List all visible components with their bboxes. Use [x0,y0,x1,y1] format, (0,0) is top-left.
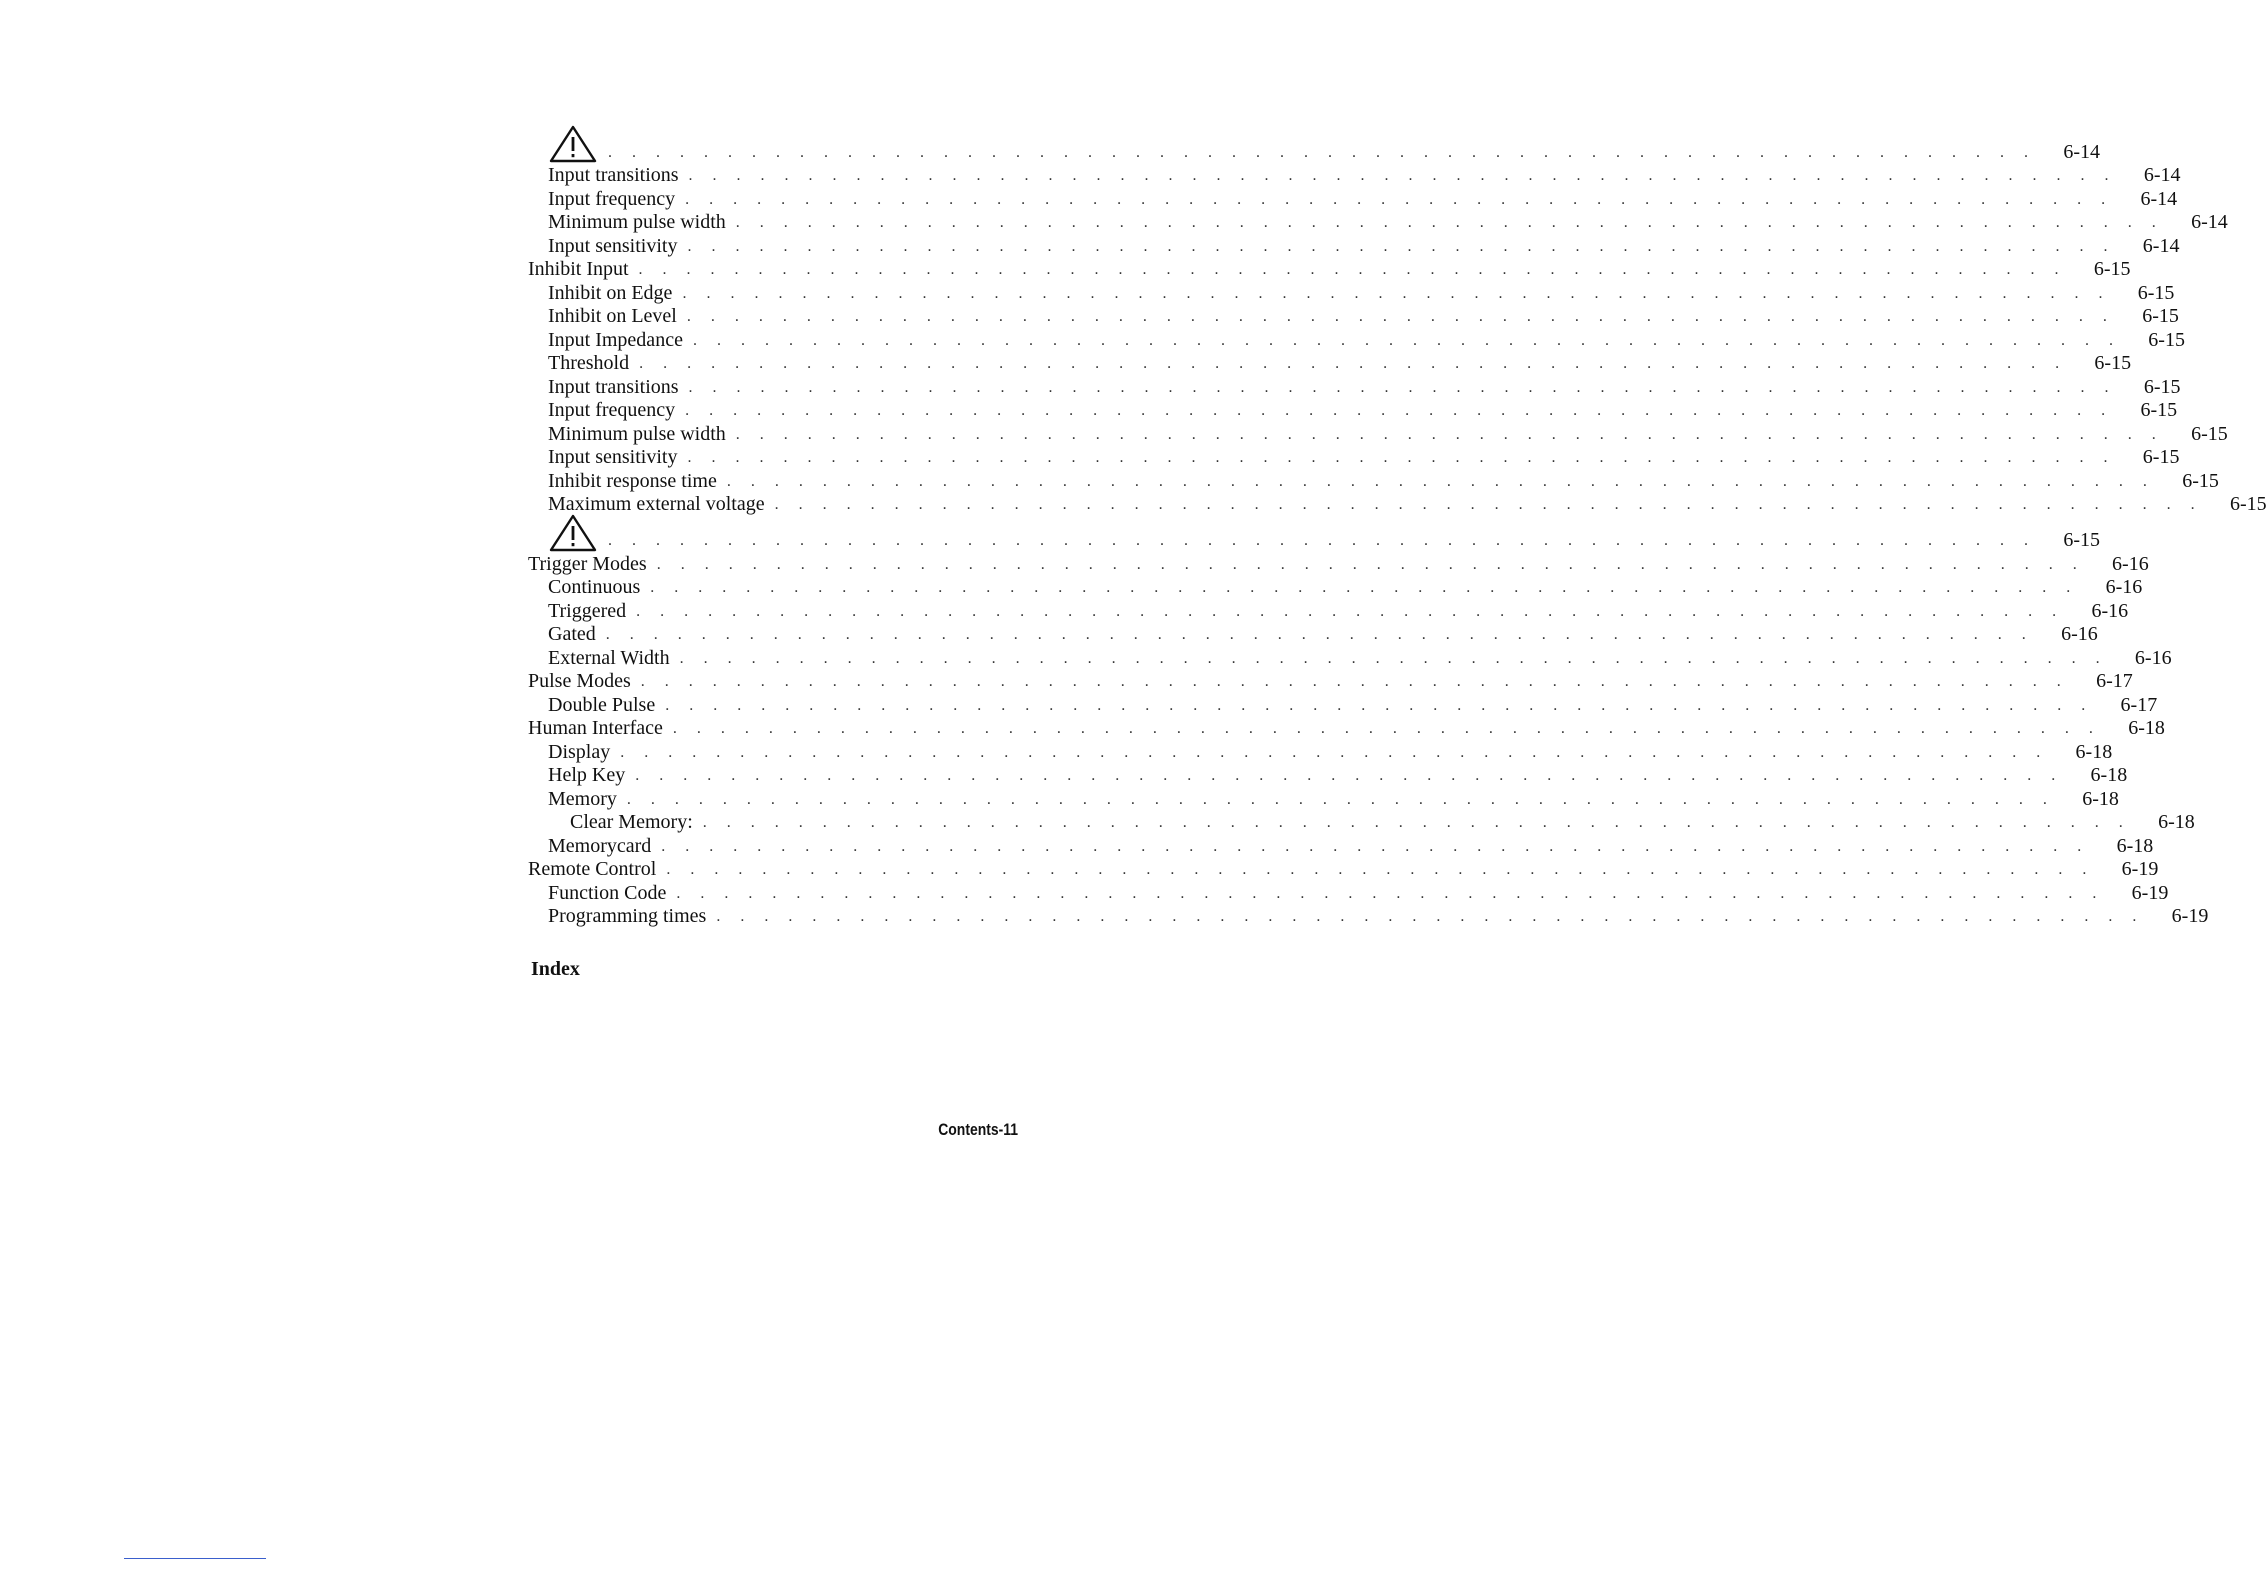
toc-entry[interactable] [528,905,2209,929]
toc-entry-label: Remote Control [528,858,657,880]
toc-entry-page: 6-16 [2105,576,2143,598]
dot-leader: . . . . . . . . . . . . . . . . . . . . . . . . . . . . . . . . . . . . . . . . . . . . . . . . . . . . . . . . . . . . [679,649,2108,667]
toc-entry-label: Minimum pulse width [548,422,726,445]
dot-leader: . . . . . . . . . . . . . . . . . . . . . . . . . . . . . . . . . . . . . . . . . . . . . . . . . . . . . . . . . . . . [605,626,2034,643]
toc-entry-label: Threshold [548,352,630,374]
toc-entry-label: Memory [548,787,617,810]
toc-entry-label: Inhibit on Edge [548,281,673,304]
toc-entry[interactable] [528,469,2219,494]
toc-entry[interactable] [528,517,2100,553]
toc-entry-page: 6-15 [2063,529,2100,551]
toc-entry-page: 6-14 [2191,211,2228,233]
toc-entry-page: 6-17 [2096,670,2133,692]
dot-leader: . . . . . . . . . . . . . . . . . . . . . . . . . . . . . . . . . . . . . . . . . . . . . . . . . . . . . . . . . . . . [774,496,2203,513]
dot-leader: . . . . . . . . . . . . . . . . . . . . . . . . . . . . . . . . . . . . . . . . . . . . . . . . . . . . . . . . . . . . [635,767,2064,784]
toc-entry-label: Memorycard [548,834,652,857]
toc-entry-page: 6-14 [2140,187,2178,210]
dot-leader: . . . . . . . . . . . . . . . . . . . . . . . . . . . . . . . . . . . . . . . . . . . . . . . . . . . . . . . . . . . . [638,261,2067,278]
toc-entry-label: Trigger Modes [528,552,647,575]
toc-entry[interactable] [528,670,2133,694]
dot-leader: . . . . . . . . . . . . . . . . . . . . . . . . . . . . . . . . . . . . . . . . . . . . . . . . . . . . . . . . . . . . [650,579,2079,596]
warning-triangle-icon [548,513,598,553]
toc-entry-label: Clear Memory: [570,811,693,833]
dot-leader: . . . . . . . . . . . . . . . . . . . . . . . . . . . . . . . . . . . . . . . . . . . . . . . . . . . . . . . . . . . . [726,472,2155,490]
toc-entry-page: 6-18 [2158,811,2195,833]
toc-entry-label: Triggered [548,599,627,622]
toc-entry-label: Continuous [548,576,641,598]
dot-leader: . . . . . . . . . . . . . . . . . . . . . . . . . . . . . . . . . . . . . . . . . . . . . . . . . . . . . . . . . . . . [687,237,2116,255]
toc-entry[interactable] [528,646,2172,671]
dot-leader: . . . . . . . . . . . . . . . . . . . . . . . . . . . . . . . . . . . . . . . . . . . . . . . . . . . . . . . . . . . . [608,532,2036,549]
toc-entry-page: 6-15 [2191,422,2228,445]
dot-leader: . . . . . . . . . . . . . . . . . . . . . . . . . . . . . . . . . . . . . . . . . . . . . . . . . . . . . . . . . . . . [672,720,2101,737]
dot-leader: . . . . . . . . . . . . . . . . . . . . . . . . . . . . . . . . . . . . . . . . . . . . . . . . . . . . . . . . . . . . [685,402,2114,419]
toc-entry-label: Input frequency [548,187,676,210]
page-number-footer: Contents-11 [938,1120,1018,1139]
toc-entry-page: 6-14 [2142,234,2180,257]
toc-entry-page: 6-16 [2134,646,2172,669]
dot-leader: . . . . . . . . . . . . . . . . . . . . . . . . . . . . . . . . . . . . . . . . . . . . . . . . . . . . . . . . . . . . [702,814,2131,831]
toc-entry-page: 6-19 [2121,858,2159,880]
toc-entry-page: 6-15 [2142,305,2179,327]
toc-entry-page: 6-15 [2094,352,2132,374]
toc-entry-page: 6-18 [2075,740,2113,763]
dot-leader: . . . . . . . . . . . . . . . . . . . . . . . . . . . . . . . . . . . . . . . . . . . . . . . . . . . . . . . . . . . . [735,425,2164,443]
table-of-contents [528,128,2267,929]
toc-entry[interactable] [528,493,2267,517]
dot-leader: . . . . . . . . . . . . . . . . . . . . . . . . . . . . . . . . . . . . . . . . . . . . . . . . . . . . . . . . . . . . [716,908,2145,925]
toc-entry-label: Maximum external voltage [548,493,765,515]
dot-leader: . . . . . . . . . . . . . . . . . . . . . . . . . . . . . . . . . . . . . . . . . . . . . . . . . . . . . . . . . . . . [692,331,2121,349]
toc-entry[interactable] [528,576,2143,600]
toc-entry[interactable] [528,375,2181,400]
toc-entry-page: 6-15 [2140,399,2178,421]
toc-entry-page: 6-18 [2082,787,2119,810]
toc-entry-page: 6-15 [2182,469,2219,492]
dot-leader: . . . . . . . . . . . . . . . . . . . . . . . . . . . . . . . . . . . . . . . . . . . . . . . . . . . . . . . . . . . . [682,284,2111,302]
toc-entry[interactable] [528,740,2113,765]
toc-entry-label: Input transitions [548,164,679,186]
toc-entry-page: 6-18 [2128,717,2165,739]
toc-entry[interactable] [528,258,2131,282]
toc-entry[interactable] [528,187,2178,212]
toc-entry-label: Gated [548,623,596,645]
toc-entry-label: Double Pulse [548,693,656,716]
toc-entry-page: 6-15 [2142,446,2180,468]
toc-entry[interactable] [528,552,2149,577]
dot-leader: . . . . . . . . . . . . . . . . . . . . . . . . . . . . . . . . . . . . . . . . . . . . . . . . . . . . . . . . . . . . [640,673,2069,690]
toc-entry[interactable] [528,693,2158,718]
toc-entry[interactable] [528,211,2228,235]
toc-entry[interactable] [528,446,2180,470]
toc-entry-label: Programming times [548,905,707,927]
toc-entry-page: 6-16 [2061,623,2098,645]
index-heading[interactable]: Index [531,958,580,980]
dot-leader: . . . . . . . . . . . . . . . . . . . . . . . . . . . . . . . . . . . . . . . . . . . . . . . . . . . . . . . . . . . . [686,308,2115,325]
toc-entry-page: 6-18 [2116,834,2154,857]
footnote-rule [124,1558,266,1559]
dot-leader: . . . . . . . . . . . . . . . . . . . . . . . . . . . . . . . . . . . . . . . . . . . . . . . . . . . . . . . . . . . . [685,190,2114,208]
dot-leader: . . . . . . . . . . . . . . . . . . . . . . . . . . . . . . . . . . . . . . . . . . . . . . . . . . . . . . . . . . . . [688,378,2117,396]
toc-entry-label: Input sensitivity [548,234,678,257]
dot-leader: . . . . . . . . . . . . . . . . . . . . . . . . . . . . . . . . . . . . . . . . . . . . . . . . . . . . . . . . . . . . [620,743,2049,761]
toc-entry-page: 6-15 [2137,281,2175,304]
warning-triangle-icon [548,124,598,164]
toc-entry[interactable] [528,234,2180,259]
dot-leader: . . . . . . . . . . . . . . . . . . . . . . . . . . . . . . . . . . . . . . . . . . . . . . . . . . . . . . . . . . . . [636,602,2065,620]
toc-entry-page: 6-15 [2148,328,2185,351]
toc-entry[interactable] [528,599,2129,624]
toc-entry[interactable] [528,834,2154,859]
dot-leader: . . . . . . . . . . . . . . . . . . . . . . . . . . . . . . . . . . . . . . . . . . . . . . . . . . . . . . . . . . . . [676,884,2105,902]
toc-entry-label: Input transitions [548,375,679,398]
toc-entry-label: Inhibit response time [548,469,717,492]
toc-entry-label: External Width [548,646,670,669]
dot-leader: . . . . . . . . . . . . . . . . . . . . . . . . . . . . . . . . . . . . . . . . . . . . . . . . . . . . . . . . . . . . [688,167,2117,184]
toc-entry-label: Minimum pulse width [548,211,726,233]
toc-entry-page: 6-15 [2093,258,2131,280]
toc-entry-page: 6-19 [2131,881,2169,904]
dot-leader: . . . . . . . . . . . . . . . . . . . . . . . . . . . . . . . . . . . . . . . . . . . . . . . . . . . . . . . . . . . . [666,861,2095,878]
toc-entry-label: Input sensitivity [548,446,678,468]
toc-entry-label: Input frequency [548,399,676,421]
toc-entry[interactable] [528,128,2100,164]
toc-entry-page: 6-16 [2091,599,2129,622]
toc-entry[interactable] [528,811,2195,835]
toc-entry-page: 6-16 [2112,552,2149,575]
toc-entry-page: 6-14 [2063,140,2100,163]
toc-entry-page: 6-19 [2171,905,2209,927]
dot-leader: . . . . . . . . . . . . . . . . . . . . . . . . . . . . . . . . . . . . . . . . . . . . . . . . . . . . . . . . . . . . [656,555,2085,573]
toc-entry-page: 6-15 [2229,493,2267,515]
dot-leader: . . . . . . . . . . . . . . . . . . . . . . . . . . . . . . . . . . . . . . . . . . . . . . . . . . . . . . . . . . . . [687,449,2116,466]
toc-entry-label: Function Code [548,881,667,904]
dot-leader: . . . . . . . . . . . . . . . . . . . . . . . . . . . . . . . . . . . . . . . . . . . . . . . . . . . . . . . . . . . . [608,143,2036,161]
toc-entry[interactable] [528,164,2181,188]
toc-entry-label: Help Key [548,764,626,786]
toc-entry[interactable] [528,858,2159,882]
toc-entry-page: 6-17 [2120,693,2158,716]
toc-entry-label: Human Interface [528,717,663,739]
toc-entry-page: 6-15 [2143,375,2181,398]
toc-entry[interactable] [528,399,2178,423]
toc-entry[interactable] [528,881,2169,906]
dot-leader: . . . . . . . . . . . . . . . . . . . . . . . . . . . . . . . . . . . . . . . . . . . . . . . . . . . . . . . . . . . . [626,790,2055,808]
toc-entry[interactable] [528,422,2228,447]
toc-entry-label: Inhibit on Level [548,305,677,327]
dot-leader: . . . . . . . . . . . . . . . . . . . . . . . . . . . . . . . . . . . . . . . . . . . . . . . . . . . . . . . . . . . . [665,696,2094,714]
toc-entry[interactable] [528,623,2098,647]
dot-leader: . . . . . . . . . . . . . . . . . . . . . . . . . . . . . . . . . . . . . . . . . . . . . . . . . . . . . . . . . . . . [735,214,2164,231]
toc-entry-page: 6-18 [2090,764,2128,786]
toc-entry-label: Inhibit Input [528,258,629,280]
toc-entry[interactable] [528,764,2128,788]
toc-entry-label: Input Impedance [548,328,683,351]
dot-leader: . . . . . . . . . . . . . . . . . . . . . . . . . . . . . . . . . . . . . . . . . . . . . . . . . . . . . . . . . . . . [661,837,2090,855]
toc-entry-label: Display [548,740,611,763]
toc-entry-label: Pulse Modes [528,670,631,692]
dot-leader: . . . . . . . . . . . . . . . . . . . . . . . . . . . . . . . . . . . . . . . . . . . . . . . . . . . . . . . . . . . . [639,355,2068,372]
toc-entry-page: 6-14 [2143,164,2181,186]
toc-entry[interactable] [528,352,2132,376]
toc-entry[interactable] [528,305,2179,329]
toc-entry[interactable] [528,717,2165,741]
toc-entry[interactable] [528,328,2185,353]
toc-entry[interactable] [528,787,2119,812]
toc-entry[interactable] [528,281,2175,306]
